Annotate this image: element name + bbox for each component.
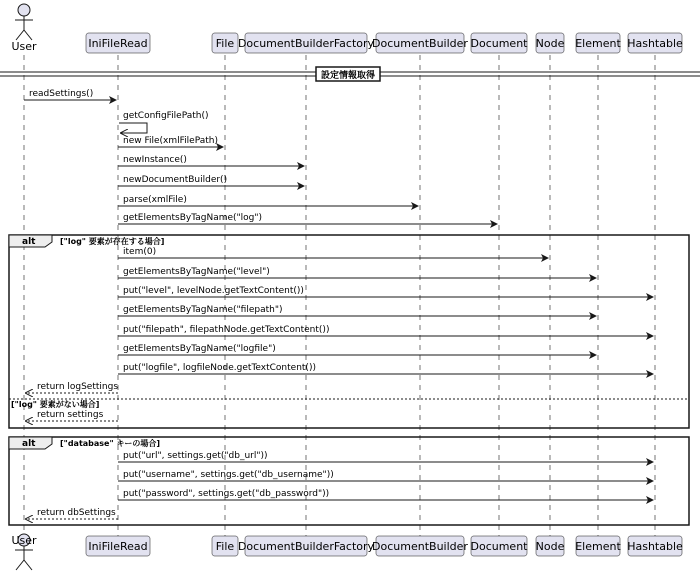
section-divider: [0, 67, 700, 81]
message-4: [118, 155, 304, 166]
message-11: [118, 305, 596, 316]
participant-box-ht-top: [627, 33, 683, 53]
participant-label-user: User: [11, 534, 37, 547]
message-8: [118, 247, 548, 258]
alt-condition-label: ["database" キーの場合]: [60, 439, 161, 448]
lifelines: [24, 55, 655, 536]
message-label: put("password", settings.get("db_password")): [123, 489, 330, 499]
participant-label-db: DocumentBuilder: [372, 540, 468, 553]
participant-box-db-top: [372, 33, 468, 53]
message-14: [118, 363, 653, 374]
message-label: put("logfile", logfileNode.getTextContent()): [123, 363, 316, 373]
message-label: put("filepath", filepathNode.getTextContent()): [123, 325, 330, 335]
participants: [11, 4, 683, 570]
participant-label-db: DocumentBuilder: [372, 37, 468, 50]
participant-label-dbf: DocumentBuilderFactory: [237, 540, 375, 553]
participant-box-node-bottom: [536, 536, 565, 556]
alt-else-condition-label: ["log" 要素がない場合]: [11, 400, 100, 409]
message-18: [118, 470, 653, 481]
participant-label-ini: IniFileRead: [88, 37, 148, 50]
message-19: [118, 489, 653, 500]
message-label: return logSettings: [37, 382, 119, 392]
message-label: new File(xmlFilePath): [123, 136, 218, 146]
messages: [24, 89, 653, 519]
participant-label-user: User: [11, 40, 37, 53]
alt-fragment-label: alt: [22, 439, 36, 449]
actor-head-icon: [18, 4, 30, 16]
message-label: parse(xmlFile): [123, 195, 187, 205]
message-16: [26, 410, 118, 421]
message-12: [118, 325, 653, 336]
participant-box-doc-bottom: [471, 536, 529, 556]
message-20: [26, 508, 118, 519]
participant-label-file: File: [215, 37, 235, 50]
message-label: readSettings(): [29, 89, 94, 99]
message-label: getConfigFilePath(): [123, 111, 209, 121]
message-7: [118, 213, 497, 224]
participant-box-doc-top: [471, 33, 529, 53]
message-label: put("level", levelNode.getTextContent()): [123, 286, 304, 296]
message-label: return dbSettings: [37, 508, 116, 518]
message-label: return settings: [37, 410, 104, 420]
participant-label-ht: Hashtable: [627, 37, 683, 50]
message-label: put("url", settings.get("db_url")): [123, 451, 268, 461]
message-label: getElementsByTagName("logfile"): [123, 344, 276, 354]
participant-box-ini-bottom: [86, 536, 150, 556]
actor-user-top: [15, 4, 33, 40]
participant-label-doc: Document: [470, 540, 528, 553]
participant-label-node: Node: [535, 37, 565, 50]
message-17: [118, 451, 653, 462]
participant-box-elem-bottom: [575, 536, 621, 556]
message-label: newInstance(): [123, 155, 187, 165]
participant-label-elem: Element: [575, 540, 621, 553]
participant-label-ht: Hashtable: [627, 540, 683, 553]
participant-box-elem-top: [575, 33, 621, 53]
message-arrow: [119, 123, 147, 133]
participant-box-ini-top: [86, 33, 150, 53]
message-label: item(0): [123, 247, 157, 257]
participant-box-node-top: [536, 33, 565, 53]
message-3: [118, 136, 223, 147]
message-1: [24, 89, 116, 100]
participant-box-ht-bottom: [627, 536, 683, 556]
message-label: getElementsByTagName("log"): [123, 213, 263, 223]
alt-fragment-label: alt: [22, 237, 36, 247]
participant-box-file-bottom: [212, 536, 238, 556]
participant-label-node: Node: [535, 540, 565, 553]
message-label: getElementsByTagName("level"): [123, 267, 270, 277]
alt-condition-label: ["log" 要素が存在する場合]: [60, 237, 165, 246]
participant-label-file: File: [215, 540, 235, 553]
participant-label-dbf: DocumentBuilderFactory: [237, 37, 375, 50]
divider-label: 設定情報取得: [320, 71, 376, 81]
participant-box-file-top: [212, 33, 238, 53]
participant-box-dbf-bottom: [238, 536, 375, 556]
message-2: [119, 111, 209, 133]
message-label: getElementsByTagName("filepath"): [123, 305, 283, 315]
message-10: [118, 286, 653, 297]
participant-box-db-bottom: [372, 536, 468, 556]
message-label: put("username", settings.get("db_username")): [123, 470, 334, 480]
message-6: [118, 195, 418, 206]
message-13: [118, 344, 596, 355]
message-9: [118, 267, 596, 278]
message-label: newDocumentBuilder(): [123, 175, 228, 185]
alt-fragment-log: [9, 235, 689, 428]
participant-box-dbf-top: [238, 33, 375, 53]
participant-label-doc: Document: [470, 37, 528, 50]
message-15: [26, 382, 118, 393]
message-5: [118, 175, 304, 186]
participant-label-elem: Element: [575, 37, 621, 50]
participant-label-ini: IniFileRead: [88, 540, 148, 553]
